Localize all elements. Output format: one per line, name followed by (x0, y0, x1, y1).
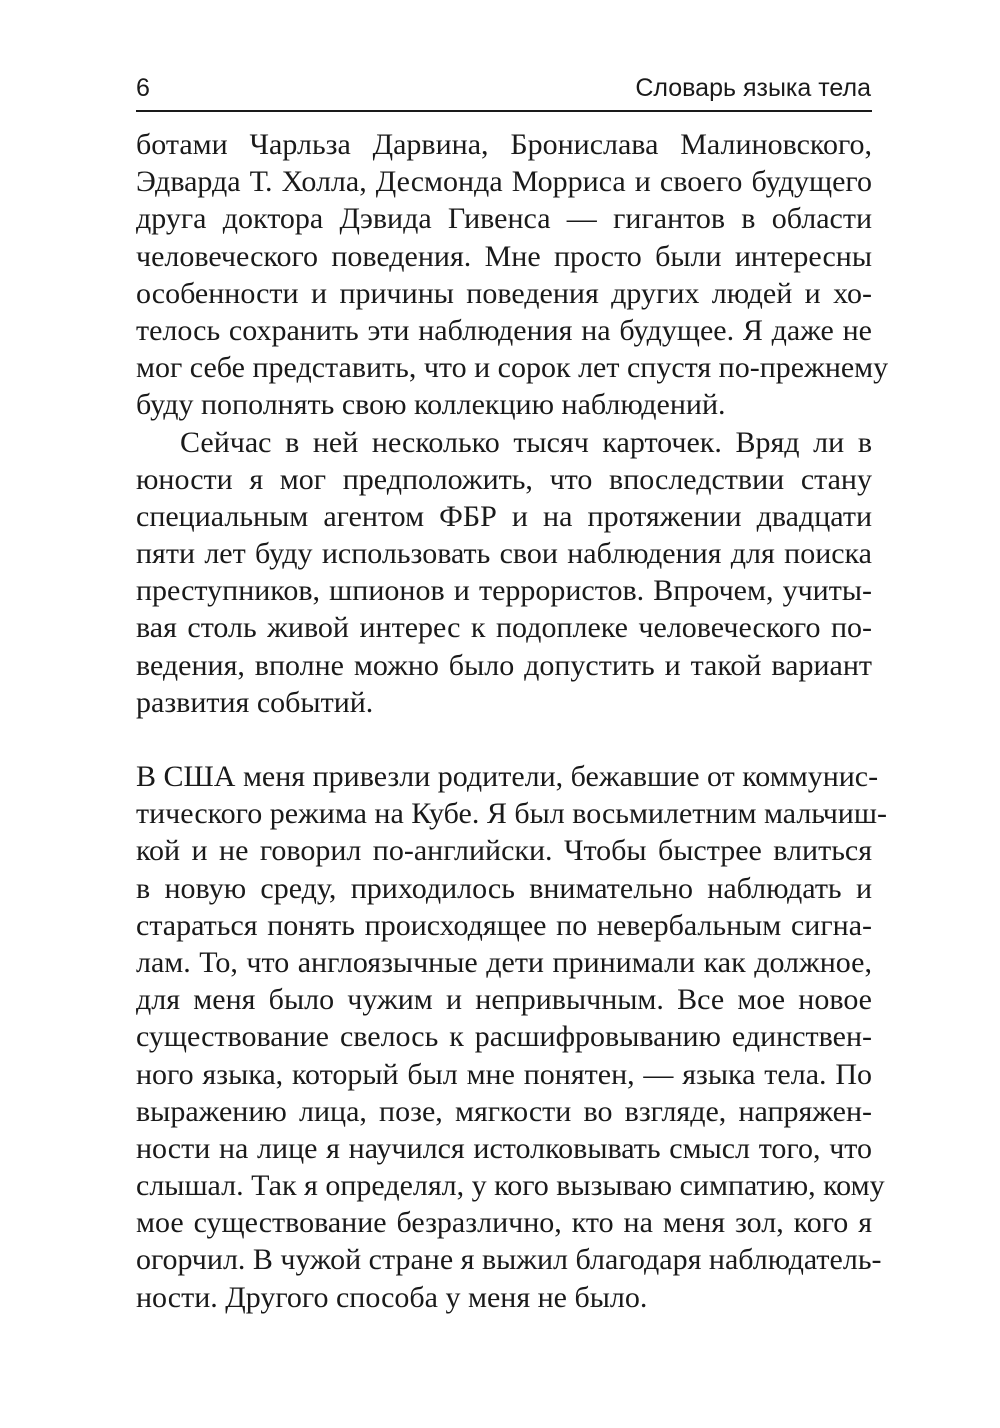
text-line: лам. То, что англоязычные дети принимали как должное, (136, 945, 872, 979)
paragraph-3 (136, 758, 887, 1316)
text-line: телось сохранить эти наблюдения на будущее. Я даже не (136, 313, 872, 347)
text-line: ного языка, который был мне понятен, — языка тела. По (136, 1057, 872, 1091)
text-line: выражению лица, позе, мягкости во взгляде, напряжен- (136, 1094, 872, 1128)
text-line: Эдварда Т. Холла, Десмонда Морриса и своего будущего (136, 165, 872, 199)
text-line: слышал. Так я определял, у кого вызываю симпатию, кому (136, 1169, 885, 1203)
text-line: ведения, вполне можно было допустить и такой вариант (136, 648, 872, 682)
text-line: тического режима на Кубе. Я был восьмилетним мальчиш- (136, 797, 887, 831)
text-line: существование свелось к расшифровыванию единствен- (136, 1020, 872, 1054)
text-line: особенности и причины поведения других людей и хо- (136, 276, 872, 310)
text-line: ности на лице я научился истолковывать смысл того, что (136, 1131, 872, 1165)
text-line: буду пополнять свою коллекцию наблюдений. (136, 388, 726, 422)
text-line: мое существование безразлично, кто на меня зол, кого я (136, 1206, 872, 1240)
running-head (136, 70, 871, 110)
text-line: человеческого поведения. Мне просто были интересны (136, 239, 872, 273)
text-line: кой и не говорил по-английски. Чтобы быстрее влиться (136, 834, 872, 868)
text-line: для меня было чужим и непривычным. Все мое новое (136, 983, 872, 1017)
text-line: юности я мог предположить, что впоследствии стану (136, 462, 872, 496)
paragraph-1 (136, 126, 889, 424)
text-line: специальным агентом ФБР и на протяжении двадцати (136, 499, 872, 533)
text-line: пяти лет буду использовать свои наблюдения для поиска (136, 537, 872, 571)
text-line: мог себе представить, что и сорок лет спустя по-прежнему (136, 351, 889, 385)
text-line: ботами Чарльза Дарвина, Бронислава Малиновского, (136, 128, 872, 161)
text-line: вая столь живой интерес к подоплеке человеческого по- (136, 611, 872, 645)
text-line: стараться понять происходящее по невербальным сигна- (136, 908, 872, 942)
section-break (136, 721, 872, 758)
text-line: преступников, шпионов и террористов. Впрочем, учиты- (136, 574, 872, 608)
text-line: развития событий. (136, 685, 374, 719)
body-text (136, 126, 889, 1316)
text-line: огорчил. В чужой стране я выжил благодаря наблюдатель- (136, 1243, 882, 1277)
text-line: в новую среду, приходилось внимательно наблюдать и (136, 871, 872, 905)
running-title: Словарь языка тела (635, 74, 871, 102)
text-line: Сейчас в ней несколько тысяч карточек. Вряд ли в (180, 425, 872, 459)
paragraph-2 (136, 424, 872, 722)
text-line: друга доктора Дэвида Гивенса — гигантов в области (136, 202, 872, 236)
text-line: ности. Другого способа у меня не было. (136, 1280, 648, 1314)
header-rule (136, 110, 872, 112)
page-number: 6 (136, 74, 150, 102)
text-line: В США меня привезли родители, бежавшие от коммунис- (136, 760, 879, 793)
